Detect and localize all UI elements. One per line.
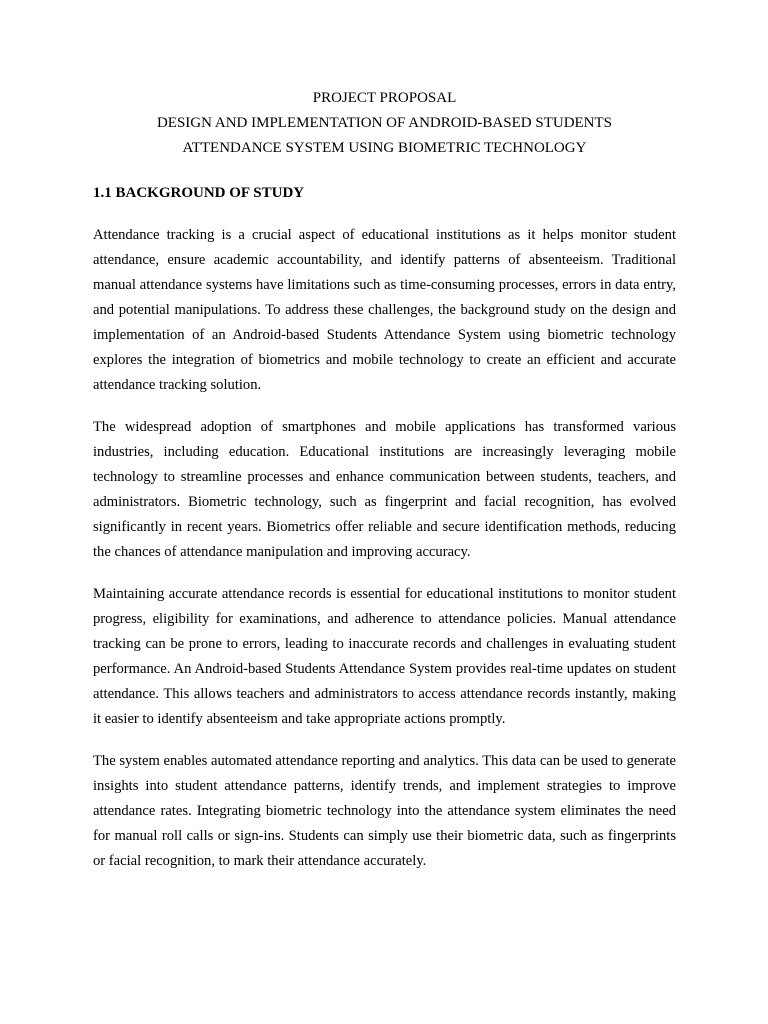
paragraph-2: The widespread adoption of smartphones and mobile applications has transformed various industries, including education. Educational institutions are increasingly leveraging mobile technology to streamline processes and enhance communication between students, teachers, and administrators. Biometric technology, such as fingerprint and facial recognition, has evolved significantly in recent years. Biometrics offer reliable and secure identification methods, reducing the chances of attendance manipulation and improving accuracy. — [93, 419, 676, 560]
paragraph-3: Maintaining accurate attendance records is essential for educational institutions to monitor student progress, eligibility for examinations, and adherence to attendance policies. Manual attendance tracking can be prone to errors, leading to inaccurate records and challenges in evaluating student performance. An Android-based Students Attendance System provides real-time updates on student attendance. This allows teachers and administrators to access attendance records instantly, making it easier to identify absenteeism and take appropriate actions promptly. — [93, 586, 676, 727]
title-line-3: ATTENDANCE SYSTEM USING BIOMETRIC TECHNOLOGY — [182, 140, 587, 156]
title-line-2: DESIGN AND IMPLEMENTATION OF ANDROID-BASED STUDENTS — [156, 115, 613, 131]
section-body — [93, 223, 676, 874]
paragraph-1: Attendance tracking is a crucial aspect of educational institutions as it helps monitor student attendance, ensure academic accountability, and identify patterns of absenteeism. Traditional manual attendance systems have limitations such as time-consuming processes, errors in data entry, and potential manipulations. To address these challenges, the background study on the design and implementation of an Android-based Students Attendance System using biometric technology explores the integration of biometrics and mobile technology to create an efficient and accurate attendance tracking solution. — [93, 227, 676, 393]
document-title — [93, 86, 676, 161]
paragraph-4: The system enables automated attendance reporting and analytics. This data can be used to generate insights into student attendance patterns, identify trends, and implement strategies to improve attendance rates. Integrating biometric technology into the attendance system eliminates the need for manual roll calls or sign-ins. Students can simply use their biometric data, such as fingerprints or facial recognition, to mark their attendance accurately. — [93, 753, 676, 869]
section-heading: 1.1 BACKGROUND OF STUDY — [93, 185, 305, 201]
document-page — [93, 86, 676, 874]
title-line-1: PROJECT PROPOSAL — [312, 90, 457, 106]
